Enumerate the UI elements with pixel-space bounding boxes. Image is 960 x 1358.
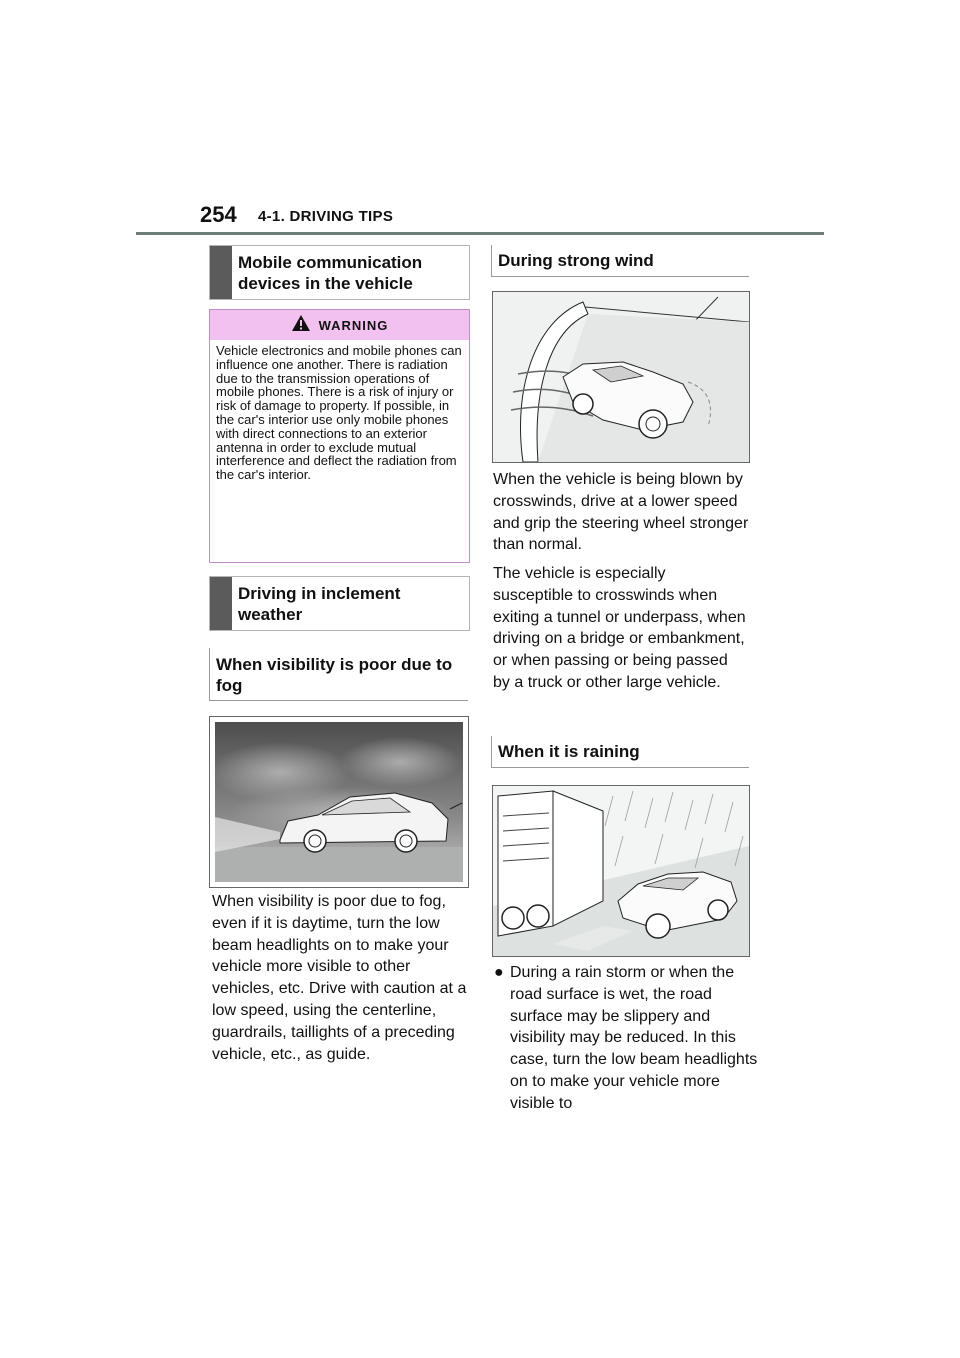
warning-title: WARNING — [318, 317, 389, 333]
header-rule — [136, 232, 824, 235]
wind-heading-bar — [491, 245, 492, 276]
rain-heading-bar — [491, 736, 492, 767]
warning-triangle-icon — [291, 314, 311, 337]
rain-illustration — [492, 785, 750, 957]
rain-heading: When it is raining — [498, 742, 640, 761]
rain-bullet-item — [494, 962, 760, 1112]
warning-text: Vehicle electronics and mobile phones can influence one another. There is radiation due to the transmission operations of mobile phones. There is a risk of injury or risk of damage to property. If possible, in the car's interior use only mobile phones with direct connections to an exterior antenna in order to exclude mutual interference and deflect the radiation from the car's interior. — [216, 343, 462, 483]
section-bar — [210, 577, 232, 630]
crosswind-illustration — [492, 291, 750, 463]
fog-illustration — [209, 716, 469, 888]
wind-heading-rule — [491, 276, 749, 277]
page-number: 254 — [200, 202, 237, 227]
fog-heading: When visibility is poor due to fog — [216, 655, 453, 695]
wind-heading: During strong wind — [498, 251, 654, 270]
section-title: Mobile communication devices in the vehicle — [238, 253, 423, 293]
rain-heading-rule — [491, 767, 749, 768]
wind-paragraph-2: The vehicle is especially susceptible to crosswinds when exiting a tunnel or underpass, when driving on a bridge or embankment, or when passing or being passed by a truck or other large vehicle. — [493, 565, 746, 691]
section-title: Driving in inclement weather — [238, 584, 401, 624]
wind-paragraph-1: When the vehicle is being blown by crosswinds, drive at a lower speed and grip the steering wheel stronger than normal. — [493, 471, 749, 554]
warning-box — [209, 309, 470, 563]
fog-heading-bar — [209, 648, 210, 700]
warning-header — [210, 310, 469, 340]
section-bar — [210, 246, 232, 299]
rain-bullet-text: During a rain storm or when the road surface is wet, the road surface may be slippery and visibility may be reduced. In this case, turn the low beam headlights on to make your vehicle more visible to — [510, 964, 758, 1112]
fog-heading-rule — [209, 700, 468, 701]
section-inclement-weather — [209, 576, 470, 631]
chapter-title: 4-1. DRIVING TIPS — [258, 208, 394, 225]
bullet-icon: ● — [494, 964, 504, 981]
section-mobile-communication — [209, 245, 470, 300]
fog-paragraph: When visibility is poor due to fog, even if it is daytime, turn the low beam headlights on to make your vehicle more visible to other vehicles, etc. Drive with caution at a low speed, using the centerline, guardrails, taillights of a preceding vehicle, etc., as guide. — [212, 893, 467, 1063]
